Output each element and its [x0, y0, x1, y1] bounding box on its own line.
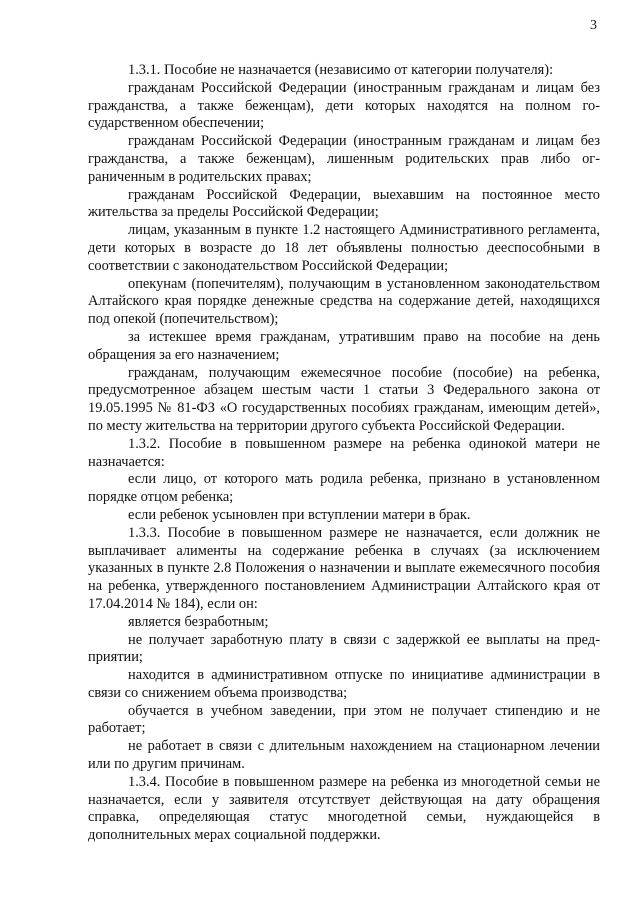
- paragraph-state-support: гражданам Российской Федерации (иностранным гражданам и лицам без гражданства, а также беженцам), дети которых находятся на полном государственном обеспечении;: [88, 79, 600, 132]
- paragraph-other-region: гражданам, получающим ежемесячное пособие (пособие) на ребенка, предусмотренное абзацем шестым части 1 статьи 3 Федерального закона от 19.05.1995 № 81-ФЗ «О государственных пособиях гражданам, имеющим детей», по месту жительства на территории другого субъекта Российской Федерации.: [88, 364, 600, 434]
- paragraph-emancipated-children: лицам, указанным в пункте 1.2 настоящего Административного регламента, дети которых в возрасте до 18 лет объявлены полностью дееспособными в соответствии с законодательством Российской Федерации;: [88, 222, 600, 274]
- paragraph-moved-abroad: гражданам Российской Федерации, выехавшим на постоянное место жительства за пределы Российской Федерации;: [88, 186, 600, 221]
- paragraph-father-recognized: если лицо, от которого мать родила ребенка, признано в установленном порядке отцом ребенка;: [88, 471, 600, 506]
- paragraph-administrative-leave: находится в административном отпуске по инициативе администрации в связи со снижением объема производства;: [88, 667, 600, 701]
- paragraph-hospital-treatment: не работает в связи с длительным нахождением на стационарном лечении или по другим причинам.: [88, 738, 600, 773]
- paragraph-student: обучается в учебном заведении, при этом не получает стипендию и не работает;: [88, 702, 600, 737]
- paragraph-child-adopted: если ребенок усыновлен при вступлении матери в брак.: [128, 506, 471, 523]
- paragraph-1-3-1-heading: 1.3.1. Пособие не назначается (независимо от категории получателя):: [128, 62, 554, 78]
- document-body: [88, 62, 600, 845]
- paragraph-1-3-4-heading: 1.3.4. Пособие в повышенном размере на ребенка из многодетной семьи не назначается, если у заявителя отсутствует действующая на дату обращения справка, определяющая статус многодетной семьи, нуждающейся в дополнительных мерах социальной поддержки.: [88, 773, 600, 844]
- paragraph-1-3-3-heading: 1.3.3. Пособие в повышенном размере не назначается, если должник не выплачивает алименты на содержание ребенка в случаях (за исключением указанных в пункте 2.8 Положения о назначении и выплате ежемесячного пособия на ребенка, утвержденного постановлением Администрации Алтайского края от 17.04.2014 № 184), если он:: [88, 524, 600, 612]
- paragraph-parental-rights: гражданам Российской Федерации (иностранным гражданам и лицам без гражданства, а также беженцам), лишенным родительских прав либо ограниченным в родительских правах;: [88, 133, 600, 185]
- page-number: 3: [590, 18, 597, 33]
- paragraph-unemployed: является безработным;: [128, 613, 269, 630]
- paragraph-past-period: за истекшее время гражданам, утратившим право на пособие на день обращения за его назначением;: [88, 328, 600, 363]
- paragraph-1-3-2-heading: 1.3.2. Пособие в повышенном размере на ребенка одинокой матери не назначается:: [88, 435, 600, 470]
- paragraph-salary-delay: не получает заработную плату в связи с задержкой ее выплаты на предприятии;: [88, 631, 600, 666]
- paragraph-guardians: опекунам (попечителям), получающим в установленном законодательством Алтайского края порядке денежные средства на содержание детей, находящихся под опекой (попечительством);: [88, 275, 600, 328]
